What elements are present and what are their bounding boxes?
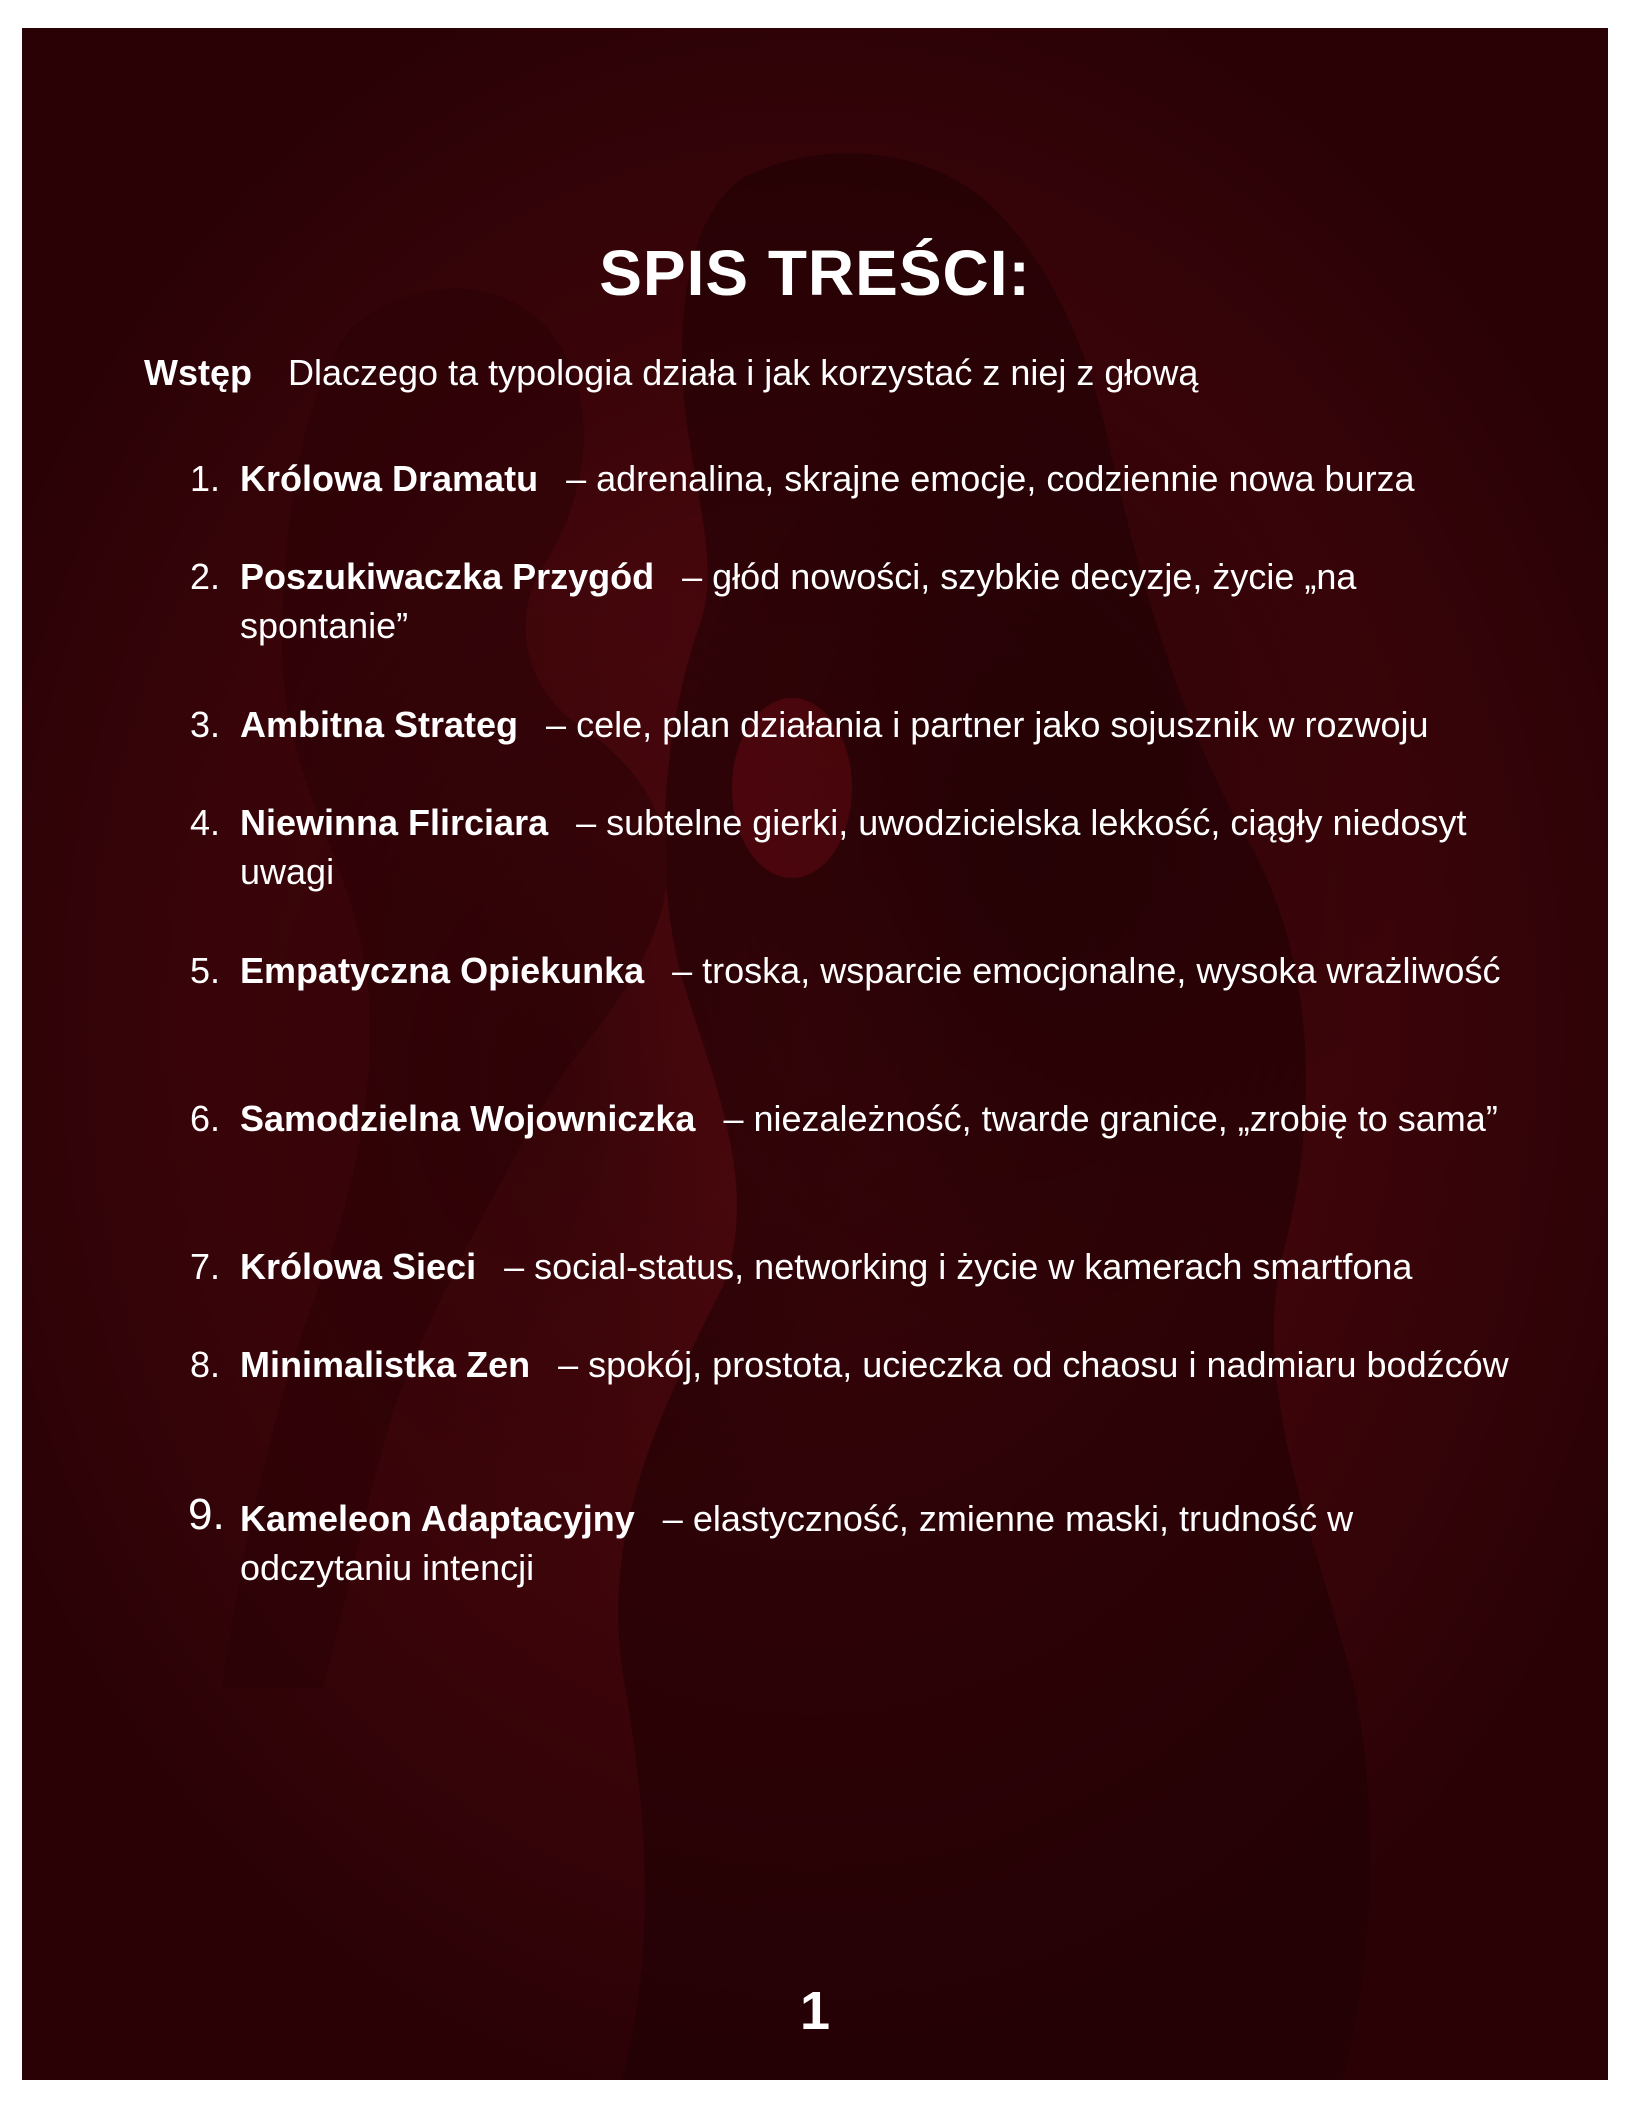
toc-item-number: 3. bbox=[190, 704, 221, 745]
toc-item-name: Ambitna Strateg bbox=[240, 704, 519, 745]
page-title: SPIS TREŚCI: bbox=[599, 237, 1031, 309]
toc-item-name: Królowa Sieci bbox=[240, 1246, 477, 1287]
toc-item-description: – głód nowości, szybkie decyzje, życie „na spontanie” bbox=[240, 556, 1357, 646]
toc-item-name: Minimalistka Zen bbox=[240, 1344, 531, 1385]
intro-text: Dlaczego ta typologia działa i jak korzystać z niej z głową bbox=[288, 352, 1199, 393]
page-number: 1 bbox=[799, 1981, 831, 2041]
toc-item-description: – spokój, prostota, ucieczka od chaosu i nadmiaru bodźców bbox=[558, 1344, 1509, 1385]
table-of-contents bbox=[22, 28, 1608, 2080]
toc-item-name: Samodzielna Wojowniczka bbox=[240, 1098, 696, 1139]
toc-item-name: Poszukiwaczka Przygód bbox=[240, 556, 655, 597]
toc-item-number: 1. bbox=[190, 458, 221, 499]
toc-item-7[interactable] bbox=[190, 1242, 1510, 1291]
toc-item-1[interactable] bbox=[190, 454, 1510, 503]
toc-item-2[interactable] bbox=[190, 552, 1510, 650]
toc-item-description: – cele, plan działania i partner jako sojusznik w rozwoju bbox=[546, 704, 1429, 745]
toc-item-description: – troska, wsparcie emocjonalne, wysoka wrażliwość bbox=[672, 950, 1501, 991]
toc-item-number: 6. bbox=[190, 1098, 221, 1139]
page bbox=[22, 28, 1608, 2080]
toc-item-name: Niewinna Flirciara bbox=[240, 802, 549, 843]
toc-item-4[interactable] bbox=[190, 798, 1510, 896]
toc-item-9[interactable] bbox=[188, 1490, 1510, 1592]
toc-item-number: 4. bbox=[190, 802, 221, 843]
toc-item-description: – niezależność, twarde granice, „zrobię to sama” bbox=[723, 1098, 1498, 1139]
toc-item-name: Kameleon Adaptacyjny bbox=[240, 1498, 635, 1539]
toc-item-number: 2. bbox=[190, 556, 221, 597]
toc-item-8[interactable] bbox=[190, 1340, 1510, 1389]
toc-item-3[interactable] bbox=[190, 700, 1510, 749]
toc-item-6[interactable] bbox=[190, 1094, 1510, 1143]
toc-item-description: – social-status, networking i życie w kamerach smartfona bbox=[504, 1246, 1413, 1287]
toc-item-number: 7. bbox=[190, 1246, 221, 1287]
toc-item-description: – adrenalina, skrajne emocje, codziennie nowa burza bbox=[566, 458, 1415, 499]
toc-item-number: 8. bbox=[190, 1344, 221, 1385]
toc-item-description: – elastyczność, zmienne maski, trudność w odczytaniu intencji bbox=[240, 1498, 1354, 1588]
toc-item-description: – subtelne gierki, uwodzicielska lekkość, ciągły niedosyt uwagi bbox=[240, 802, 1467, 892]
toc-item-name: Empatyczna Opiekunka bbox=[240, 950, 645, 991]
toc-item-number: 5. bbox=[190, 950, 221, 991]
intro-label: Wstęp bbox=[144, 352, 252, 393]
toc-item-5[interactable] bbox=[190, 946, 1510, 995]
toc-item-name: Królowa Dramatu bbox=[240, 458, 539, 499]
toc-item-number: 9. bbox=[188, 1490, 225, 1539]
